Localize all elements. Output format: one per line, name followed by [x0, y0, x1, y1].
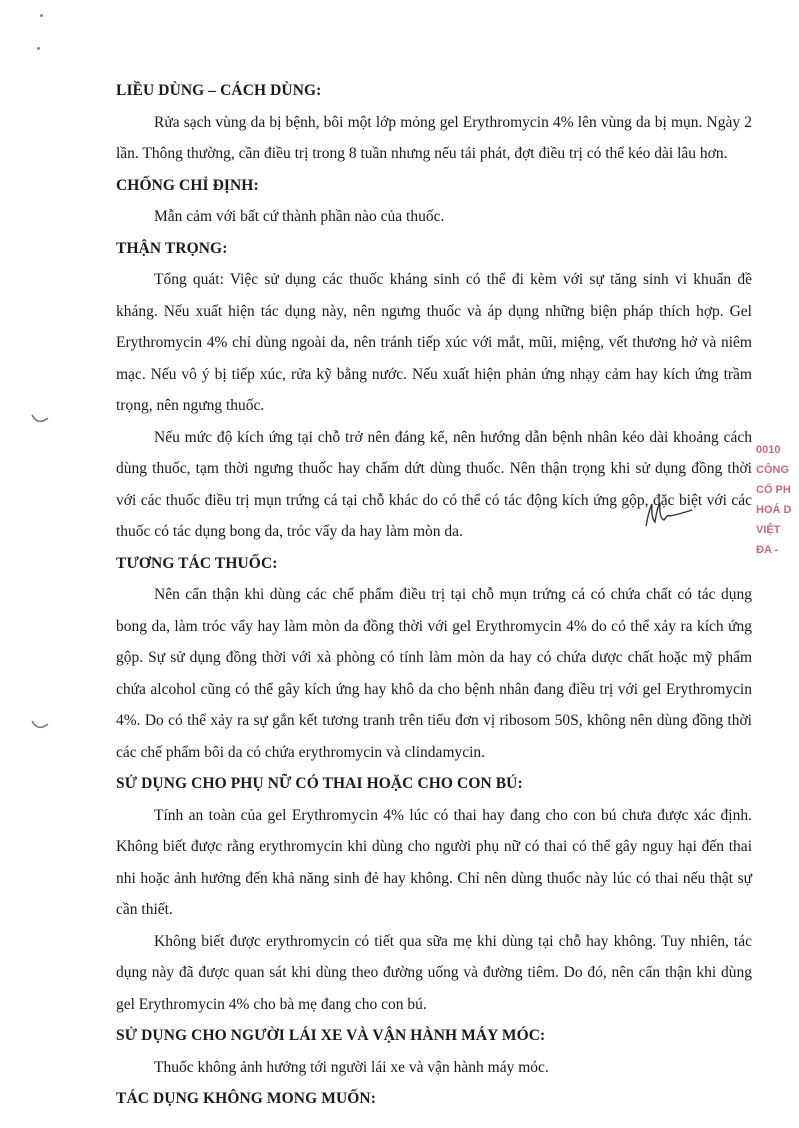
section-heading: TƯƠNG TÁC THUỐC: — [116, 554, 278, 572]
paragraph: Thuốc không ảnh hưởng tới người lái xe và vận hành máy móc. — [154, 1058, 549, 1076]
section-heading: SỬ DỤNG CHO PHỤ NỮ CÓ THAI HOẶC CHO CON BÚ: — [116, 775, 523, 792]
section-heading: LIỀU DÙNG – CÁCH DÙNG: — [116, 82, 322, 99]
section-heading: CHỐNG CHỈ ĐỊNH: — [116, 176, 259, 194]
section-interactions — [116, 548, 752, 769]
binder-hole-mark-icon — [30, 412, 50, 428]
section-heading: SỬ DỤNG CHO NGƯỜI LÁI XE VÀ VẬN HÀNH MÁY MÓC: — [116, 1027, 546, 1044]
binder-hole-mark-icon — [30, 718, 50, 734]
section-driving — [116, 1020, 752, 1083]
stamp-line: HOÁ D — [756, 504, 792, 516]
document-body — [116, 75, 752, 1115]
paragraph: Nếu mức độ kích ứng tại chỗ trở nên đáng kể, nên hướng dẫn bệnh nhân kéo dài khoảng cách dùng thuốc, tạm thời ngưng thuốc hay chấm dứt dùng thuốc. Nên thận trọng khi sử dụng đồng thời với các thuốc điều trị mụn trứng cá tại chỗ khác do có thể có tác động kích ứng gộp, đặc biệt với các thuốc có tác dụng bong da, tróc vẩy da hay làm mòn da. — [116, 428, 752, 540]
stamp-line: 0010 — [756, 444, 781, 456]
scan-speck — [40, 14, 43, 17]
section-dosage — [116, 75, 752, 170]
paragraph: Tính an toàn của gel Erythromycin 4% lúc có thai hay đang cho con bú chưa được xác định. Không biết được rằng erythromycin khi dùng cho người phụ nữ có thai có thể gây nguy hại đến thai nhi hoặc ảnh hưởng đến khả năng sinh đẻ hay không. Chỉ nên dùng thuốc này lúc có thai nếu thật sự cần thiết. — [116, 806, 752, 918]
section-heading: THẬN TRỌNG: — [116, 239, 228, 257]
paragraph: Mẫn cảm với bất cứ thành phần nào của thuốc. — [154, 208, 445, 225]
scan-speck — [37, 47, 40, 50]
section-contraindications — [116, 170, 752, 233]
paragraph: Rửa sạch vùng da bị bệnh, bôi một lớp mỏng gel Erythromycin 4% lên vùng da bị mụn. Ngày 2 lần. Thông thường, cần điều trị trong 8 tuần nhưng nếu tái phát, đợt điều trị có thể kéo dài lâu hơn. — [116, 113, 752, 162]
paragraph: Nên cẩn thận khi dùng các chế phẩm điều trị tại chỗ mụn trứng cá có chứa chất có tác dụng bong da, làm tróc vẩy hay làm mòn da đồng thời với gel Erythromycin 4% do có thể xảy ra kích ứng gộp. Sự sử dụng đồng thời với xà phòng có tính làm mòn da hay có chứa dược chất hoặc mỹ phẩm chứa alcohol cũng có thể gây kích ứng hay khô da cho bệnh nhân đang điều trị với gel Erythromycin 4%. Do có thể xảy ra sự gắn kết tương tranh trên tiểu đơn vị ribosom 50S, không nên dùng đồng thời các chế phẩm bôi da có chứa erythromycin và clindamycin. — [116, 586, 752, 761]
stamp-line: CỔ PH — [756, 484, 791, 496]
section-pregnancy-lactation — [116, 768, 752, 1020]
stamp-line: ĐA - — [756, 544, 779, 556]
section-side-effects — [116, 1083, 752, 1115]
paragraph: Tổng quát: Việc sử dụng các thuốc kháng sinh có thể đi kèm với sự tăng sinh vi khuẩn đề kháng. Nếu xuất hiện tác dụng này, nên ngưng thuốc và áp dụng những biện pháp thích hợp. Gel Erythromycin 4% chỉ dùng ngoài da, nên tránh tiếp xúc với mắt, mũi, miệng, vết thương hở và niêm mạc. Nếu vô ý bị tiếp xúc, rửa kỹ bằng nước. Nếu xuất hiện phản ứng nhạy cảm hay kích ứng trầm trọng, nên ngưng thuốc. — [116, 271, 752, 414]
section-precautions — [116, 233, 752, 548]
paragraph: Không biết được erythromycin có tiết qua sữa mẹ khi dùng tại chỗ hay không. Tuy nhiên, tác dụng này đã được quan sát khi dùng theo đường uống và đường tiêm. Do đó, nên cẩn thận khi dùng gel Erythromycin 4% cho bà mẹ đang cho con bú. — [116, 932, 752, 1013]
stamp-line: VIỆT — [756, 524, 781, 536]
company-stamp — [756, 440, 799, 580]
stamp-line: CÔNG — [756, 464, 789, 476]
section-heading: TÁC DỤNG KHÔNG MONG MUỐN: — [116, 1090, 376, 1107]
